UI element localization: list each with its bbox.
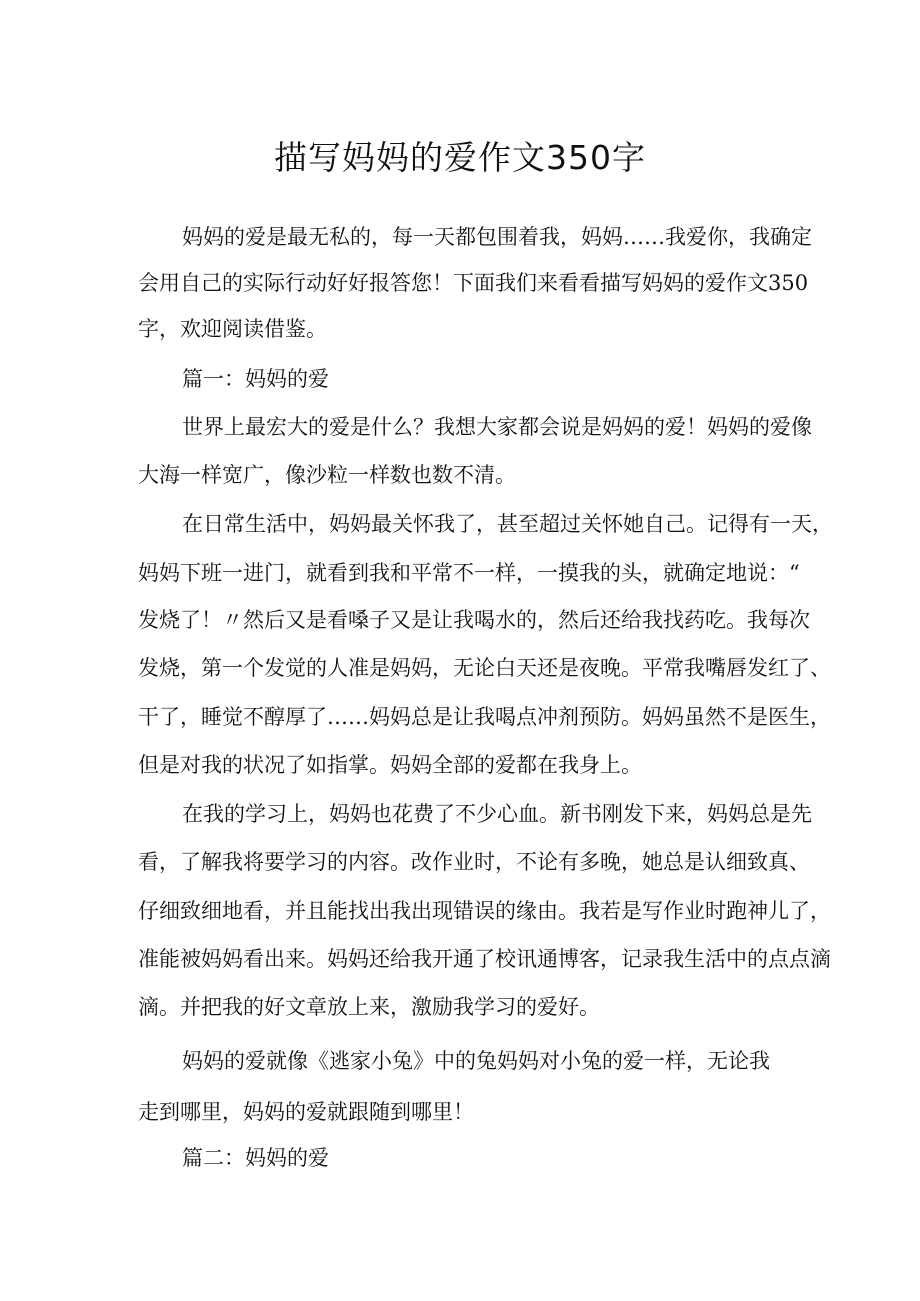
paragraph-2-line-4: 发烧，第一个发觉的人准是妈妈，无论白天还是夜晚。平常我嘴唇发红了、 — [138, 656, 831, 680]
paragraph-3-line-1: 在我的学习上，妈妈也花费了不少心血。新书刚发下来，妈妈总是先 — [182, 802, 812, 826]
document-title: 描写妈妈的爱作文350字 — [274, 138, 646, 177]
paragraph-4-line-2: 走到哪里，妈妈的爱就跟随到哪里！ — [138, 1100, 474, 1124]
paragraph-2-line-2: 妈妈下班一进门，就看到我和平常不一样，一摸我的头，就确定地说：“ — [138, 561, 800, 585]
paragraph-1-line-1: 世界上最宏大的爱是什么？我想大家都会说是妈妈的爱！妈妈的爱像 — [182, 415, 812, 439]
paragraph-3-line-4: 准能被妈妈看出来。妈妈还给我开通了校讯通博客，记录我生活中的点点滴 — [138, 947, 831, 971]
paragraph-2-line-3: 发烧了！〃然后又是看嗓子又是让我喝水的，然后还给我找药吃。我每次 — [138, 608, 810, 632]
intro-line-1: 妈妈的爱是最无私的，每一天都包围着我，妈妈……我爱你，我确定 — [182, 225, 812, 249]
paragraph-1-line-2: 大海一样宽广，像沙粒一样数也数不清。 — [138, 463, 516, 487]
paragraph-3-line-3: 仔细致细地看，并且能找出我出现错误的缘由。我若是写作业时跑神儿了， — [138, 899, 831, 923]
intro-line-3: 字，欢迎阅读借鉴。 — [138, 317, 327, 341]
paragraph-4-line-1: 妈妈的爱就像《逃家小兔》中的兔妈妈对小兔的爱一样，无论我 — [182, 1049, 770, 1073]
intro-line-2: 会用自己的实际行动好好报答您！下面我们来看看描写妈妈的爱作文350 — [138, 271, 809, 295]
section-heading-1: 篇一：妈妈的爱 — [182, 367, 329, 391]
section-heading-2: 篇二：妈妈的爱 — [182, 1146, 329, 1170]
paragraph-3-line-5: 滴。并把我的好文章放上来，激励我学习的爱好。 — [138, 995, 600, 1019]
paragraph-3-line-2: 看，了解我将要学习的内容。改作业时，不论有多晚，她总是认细致真、 — [138, 850, 810, 874]
paragraph-2-line-5: 干了，睡觉不醇厚了……妈妈总是让我喝点冲剂预防。妈妈虽然不是医生， — [138, 705, 831, 729]
paragraph-2-line-6: 但是对我的状况了如指掌。妈妈全部的爱都在我身上。 — [138, 753, 642, 777]
paragraph-2-line-1: 在日常生活中，妈妈最关怀我了，甚至超过关怀她自己。记得有一天， — [182, 512, 833, 536]
